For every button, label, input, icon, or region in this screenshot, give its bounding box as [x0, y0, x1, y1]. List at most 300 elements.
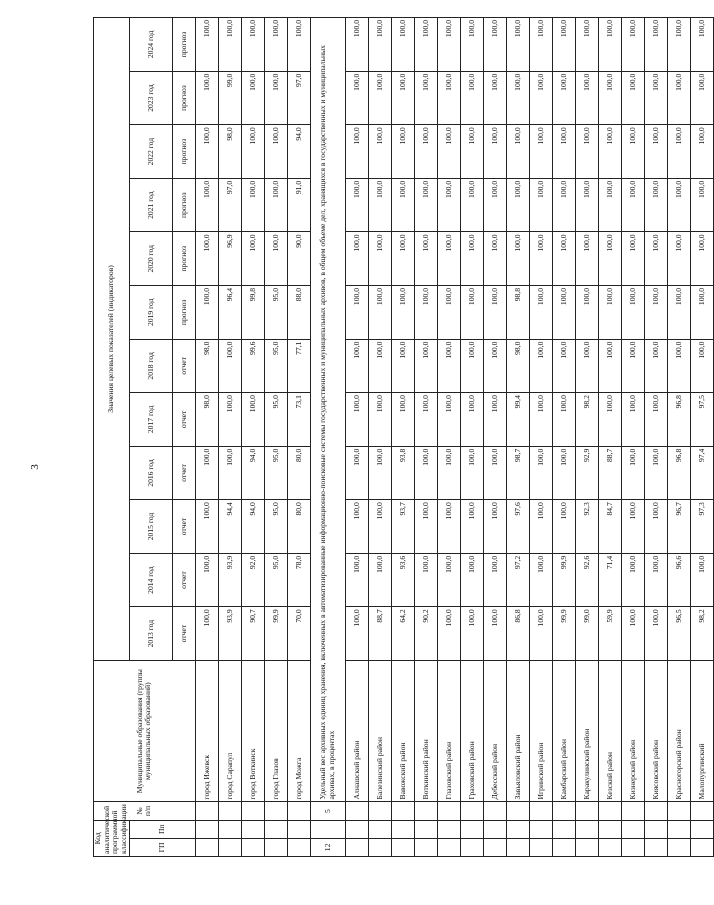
value-cell: 100,0: [414, 125, 437, 179]
value-cell: 100,0: [575, 286, 598, 340]
status-header: прогноз: [172, 71, 195, 125]
city-row: [241, 18, 264, 857]
value-cell: 100,0: [644, 553, 667, 607]
value-cell: 98,0: [195, 339, 218, 393]
municipality-name: город Глазов: [264, 660, 287, 802]
year-header: 2015 год: [129, 500, 172, 554]
value-cell: 100,0: [644, 232, 667, 286]
status-header: прогноз: [172, 178, 195, 232]
value-cell: 95,0: [264, 553, 287, 607]
value-cell: 100,0: [264, 18, 287, 72]
value-cell: 100,0: [218, 446, 241, 500]
value-cell: 100,0: [644, 125, 667, 179]
value-cell: 98,7: [506, 446, 529, 500]
value-cell: 100,0: [437, 393, 460, 447]
value-cell: 100,0: [483, 71, 506, 125]
pp-cell: [690, 820, 713, 838]
value-cell: 88,7: [598, 446, 621, 500]
value-cell: 100,0: [529, 607, 552, 661]
pp-cell: [195, 820, 218, 838]
gp-cell: [414, 838, 437, 856]
value-cell: 100,0: [345, 446, 368, 500]
value-cell: 99,9: [264, 607, 287, 661]
value-cell: 100,0: [598, 125, 621, 179]
status-header: прогноз: [172, 18, 195, 72]
num-cell: [264, 802, 287, 820]
value-cell: 98,0: [195, 393, 218, 447]
district-row: [483, 18, 506, 857]
indicator-description: Удельный вес архивных единиц хранения, включенных в автоматизированные информационно-поисковые системы государственных и муниципальных архивов, в общем объеме дел, хранящихся в государственных и муниципальных архивах, в процентах: [310, 18, 345, 802]
num-cell: [195, 802, 218, 820]
value-cell: 100,0: [506, 125, 529, 179]
num-cell: [391, 802, 414, 820]
value-cell: 99,4: [506, 393, 529, 447]
gp-cell: [218, 838, 241, 856]
value-cell: 100,0: [621, 18, 644, 72]
value-cell: 93,8: [391, 446, 414, 500]
value-cell: 100,0: [529, 553, 552, 607]
value-cell: 97,0: [218, 178, 241, 232]
value-cell: 100,0: [690, 553, 713, 607]
value-cell: 100,0: [460, 125, 483, 179]
value-cell: 95,0: [264, 339, 287, 393]
pp-cell: [460, 820, 483, 838]
value-cell: 100,0: [621, 607, 644, 661]
value-cell: 100,0: [368, 339, 391, 393]
gp-cell: 12: [310, 838, 345, 856]
gp-cell: [437, 838, 460, 856]
value-cell: 96,7: [667, 500, 690, 554]
value-cell: 100,0: [195, 18, 218, 72]
value-cell: 100,0: [368, 178, 391, 232]
value-cell: 100,0: [575, 18, 598, 72]
value-cell: 100,0: [391, 232, 414, 286]
values-header: Значения целевых показателей (индикаторов): [94, 18, 130, 661]
municipality-name: город Ижевск: [195, 660, 218, 802]
value-cell: 98,0: [506, 339, 529, 393]
value-cell: 100,0: [667, 18, 690, 72]
value-cell: 100,0: [506, 18, 529, 72]
value-cell: 100,0: [644, 446, 667, 500]
pp-cell: [575, 820, 598, 838]
num-cell: [483, 802, 506, 820]
value-cell: 92,9: [575, 446, 598, 500]
value-cell: 97,2: [506, 553, 529, 607]
value-cell: 94,4: [218, 500, 241, 554]
value-cell: 100,0: [483, 125, 506, 179]
value-cell: 100,0: [598, 71, 621, 125]
value-cell: 100,0: [241, 18, 264, 72]
district-row: [529, 18, 552, 857]
status-header: отчет: [172, 607, 195, 661]
pp-cell: [218, 820, 241, 838]
value-cell: 93,6: [391, 553, 414, 607]
district-row: [621, 18, 644, 857]
value-cell: 100,0: [483, 18, 506, 72]
value-cell: 100,0: [690, 18, 713, 72]
indicator-group-row: [310, 18, 345, 857]
gp-cell: [667, 838, 690, 856]
value-cell: 100,0: [368, 500, 391, 554]
value-cell: 97,3: [690, 500, 713, 554]
value-cell: 95,0: [264, 446, 287, 500]
num-cell: [437, 802, 460, 820]
header-row-1: [94, 18, 130, 857]
value-cell: 100,0: [460, 446, 483, 500]
value-cell: 86,8: [506, 607, 529, 661]
value-cell: 100,0: [598, 18, 621, 72]
value-cell: 95,0: [264, 286, 287, 340]
value-cell: 100,0: [345, 18, 368, 72]
value-cell: 100,0: [414, 18, 437, 72]
value-cell: 100,0: [483, 178, 506, 232]
value-cell: 100,0: [644, 393, 667, 447]
value-cell: 88,0: [287, 286, 310, 340]
num-cell: 5: [310, 802, 345, 820]
value-cell: 99,6: [241, 339, 264, 393]
value-cell: 96,4: [218, 286, 241, 340]
value-cell: 97,4: [690, 446, 713, 500]
city-row: [218, 18, 241, 857]
value-cell: 100,0: [621, 178, 644, 232]
value-cell: 98,0: [218, 125, 241, 179]
pp-header: Пп: [129, 820, 195, 838]
value-cell: 100,0: [241, 71, 264, 125]
pp-cell: [391, 820, 414, 838]
value-cell: 99,8: [241, 286, 264, 340]
value-cell: 70,0: [287, 607, 310, 661]
value-cell: 100,0: [241, 125, 264, 179]
value-cell: 100,0: [195, 553, 218, 607]
value-cell: 100,0: [529, 446, 552, 500]
value-cell: 100,0: [218, 339, 241, 393]
value-cell: 100,0: [690, 178, 713, 232]
num-cell: [552, 802, 575, 820]
value-cell: 100,0: [621, 71, 644, 125]
value-cell: 100,0: [437, 178, 460, 232]
gp-cell: [391, 838, 414, 856]
value-cell: 100,0: [552, 500, 575, 554]
value-cell: 100,0: [414, 393, 437, 447]
value-cell: 100,0: [529, 178, 552, 232]
value-cell: 100,0: [195, 500, 218, 554]
municipality-name: Малопургинский: [690, 660, 713, 802]
pp-cell: [506, 820, 529, 838]
gp-cell: [598, 838, 621, 856]
value-cell: 94,0: [287, 125, 310, 179]
municipality-name: Балезинский район: [368, 660, 391, 802]
gp-cell: [195, 838, 218, 856]
value-cell: 80,0: [287, 500, 310, 554]
value-cell: 100,0: [195, 232, 218, 286]
gp-cell: [460, 838, 483, 856]
value-cell: 96,9: [218, 232, 241, 286]
gp-cell: [368, 838, 391, 856]
value-cell: 97,6: [506, 500, 529, 554]
value-cell: 100,0: [460, 232, 483, 286]
value-cell: 99,9: [552, 607, 575, 661]
pp-cell: [621, 820, 644, 838]
value-cell: 98,2: [575, 393, 598, 447]
value-cell: 100,0: [460, 286, 483, 340]
value-cell: 93,9: [218, 607, 241, 661]
gp-cell: [529, 838, 552, 856]
gp-cell: [264, 838, 287, 856]
value-cell: 100,0: [391, 18, 414, 72]
value-cell: 100,0: [506, 178, 529, 232]
value-cell: 100,0: [460, 607, 483, 661]
pp-cell: [368, 820, 391, 838]
status-header: прогноз: [172, 286, 195, 340]
value-cell: 100,0: [437, 286, 460, 340]
value-cell: 100,0: [690, 339, 713, 393]
value-cell: 98,2: [690, 607, 713, 661]
value-cell: 96,8: [667, 393, 690, 447]
value-cell: 100,0: [264, 178, 287, 232]
gp-cell: [621, 838, 644, 856]
value-cell: 100,0: [437, 232, 460, 286]
value-cell: 100,0: [437, 18, 460, 72]
num-cell: [690, 802, 713, 820]
pp-cell: [598, 820, 621, 838]
value-cell: 88,7: [368, 607, 391, 661]
year-header: 2021 год: [129, 178, 172, 232]
value-cell: 96,5: [667, 607, 690, 661]
gp-header: ГП: [129, 838, 195, 856]
value-cell: 100,0: [575, 232, 598, 286]
value-cell: 100,0: [391, 393, 414, 447]
value-cell: 100,0: [391, 178, 414, 232]
value-cell: 100,0: [552, 446, 575, 500]
value-cell: 59,9: [598, 607, 621, 661]
value-cell: 100,0: [575, 71, 598, 125]
value-cell: 96,6: [667, 553, 690, 607]
value-cell: 100,0: [575, 125, 598, 179]
district-row: [575, 18, 598, 857]
value-cell: 100,0: [667, 178, 690, 232]
value-cell: 100,0: [460, 393, 483, 447]
value-cell: 100,0: [414, 71, 437, 125]
municipality-name: Завьяловский район: [506, 660, 529, 802]
value-cell: 100,0: [368, 553, 391, 607]
num-cell: [529, 802, 552, 820]
municipality-name: Граховский район: [460, 660, 483, 802]
num-cell: [368, 802, 391, 820]
gp-cell: [287, 838, 310, 856]
page-number: 3: [28, 464, 41, 470]
status-header: отчет: [172, 393, 195, 447]
gp-cell: [483, 838, 506, 856]
value-cell: 100,0: [506, 232, 529, 286]
value-cell: 100,0: [391, 286, 414, 340]
municipality-name: Дебесский район: [483, 660, 506, 802]
value-cell: 100,0: [644, 71, 667, 125]
district-row: [345, 18, 368, 857]
district-row: [391, 18, 414, 857]
num-cell: [460, 802, 483, 820]
value-cell: 78,0: [287, 553, 310, 607]
num-cell: [287, 802, 310, 820]
value-cell: 100,0: [621, 232, 644, 286]
year-header: 2024 год: [129, 18, 172, 72]
value-cell: 100,0: [575, 178, 598, 232]
value-cell: 100,0: [552, 232, 575, 286]
value-cell: 100,0: [368, 71, 391, 125]
status-header: отчет: [172, 339, 195, 393]
municipality-header: Муниципальные образования (группы муниципальных образований): [94, 660, 196, 802]
value-cell: 100,0: [644, 339, 667, 393]
value-cell: 100,0: [529, 18, 552, 72]
city-row: [264, 18, 287, 857]
value-cell: 100,0: [644, 607, 667, 661]
value-cell: 84,7: [598, 500, 621, 554]
value-cell: 92,3: [575, 500, 598, 554]
value-cell: 92,6: [575, 553, 598, 607]
value-cell: 100,0: [483, 232, 506, 286]
pp-cell: [264, 820, 287, 838]
num-cell: [575, 802, 598, 820]
value-cell: 97,0: [287, 71, 310, 125]
value-cell: 100,0: [598, 286, 621, 340]
value-cell: 100,0: [241, 178, 264, 232]
value-cell: 100,0: [345, 607, 368, 661]
pp-cell: [414, 820, 437, 838]
value-cell: 100,0: [391, 125, 414, 179]
value-cell: 90,2: [414, 607, 437, 661]
value-cell: 100,0: [437, 553, 460, 607]
value-cell: 100,0: [644, 18, 667, 72]
value-cell: 100,0: [287, 18, 310, 72]
value-cell: 99,0: [575, 607, 598, 661]
value-cell: 100,0: [368, 393, 391, 447]
value-cell: 100,0: [195, 607, 218, 661]
value-cell: 100,0: [437, 500, 460, 554]
gp-cell: [345, 838, 368, 856]
value-cell: 100,0: [345, 339, 368, 393]
value-cell: 100,0: [414, 232, 437, 286]
year-header: 2013 год: [129, 607, 172, 661]
num-cell: [598, 802, 621, 820]
value-cell: 100,0: [414, 553, 437, 607]
municipality-name: Алнашский район: [345, 660, 368, 802]
value-cell: 100,0: [345, 178, 368, 232]
value-cell: 80,0: [287, 446, 310, 500]
year-header: 2020 год: [129, 232, 172, 286]
value-cell: 100,0: [218, 18, 241, 72]
value-cell: 100,0: [195, 446, 218, 500]
num-cell: [241, 802, 264, 820]
status-header: отчет: [172, 500, 195, 554]
municipality-name: Кезский район: [598, 660, 621, 802]
district-row: [552, 18, 575, 857]
value-cell: 100,0: [483, 286, 506, 340]
year-header: 2017 год: [129, 393, 172, 447]
value-cell: 100,0: [644, 178, 667, 232]
pp-cell: [667, 820, 690, 838]
rotated-table-container: [93, 17, 706, 857]
status-header: прогноз: [172, 232, 195, 286]
num-cell: [506, 802, 529, 820]
value-cell: 100,0: [667, 125, 690, 179]
value-cell: 100,0: [667, 232, 690, 286]
value-cell: 77,1: [287, 339, 310, 393]
value-cell: 100,0: [621, 339, 644, 393]
value-cell: 100,0: [621, 500, 644, 554]
value-cell: 98,8: [506, 286, 529, 340]
value-cell: 100,0: [368, 18, 391, 72]
value-cell: 100,0: [552, 71, 575, 125]
value-cell: 100,0: [598, 232, 621, 286]
municipality-name: Игринский район: [529, 660, 552, 802]
value-cell: 100,0: [460, 18, 483, 72]
value-cell: 100,0: [460, 71, 483, 125]
value-cell: 100,0: [483, 500, 506, 554]
value-cell: 100,0: [552, 286, 575, 340]
value-cell: 100,0: [368, 125, 391, 179]
district-row: [598, 18, 621, 857]
value-cell: 100,0: [667, 286, 690, 340]
value-cell: 99,9: [552, 553, 575, 607]
num-cell: [218, 802, 241, 820]
value-cell: 100,0: [460, 339, 483, 393]
value-cell: 99,0: [218, 71, 241, 125]
indicator-table: [93, 17, 714, 857]
num-cell: [345, 802, 368, 820]
value-cell: 93,9: [218, 553, 241, 607]
value-cell: 100,0: [483, 393, 506, 447]
value-cell: 100,0: [345, 232, 368, 286]
value-cell: 100,0: [437, 125, 460, 179]
pp-cell: [310, 820, 345, 838]
value-cell: 100,0: [391, 339, 414, 393]
value-cell: 100,0: [529, 71, 552, 125]
value-cell: 100,0: [391, 71, 414, 125]
value-cell: 64,2: [391, 607, 414, 661]
pp-cell: [644, 820, 667, 838]
gp-cell: [241, 838, 264, 856]
value-cell: 100,0: [667, 339, 690, 393]
value-cell: 100,0: [483, 553, 506, 607]
status-header: отчет: [172, 553, 195, 607]
value-cell: 100,0: [195, 286, 218, 340]
value-cell: 100,0: [483, 339, 506, 393]
district-row: [667, 18, 690, 857]
gp-cell: [575, 838, 598, 856]
value-cell: 100,0: [195, 125, 218, 179]
value-cell: 100,0: [414, 500, 437, 554]
value-cell: 100,0: [598, 178, 621, 232]
year-header: 2023 год: [129, 71, 172, 125]
num-cell: [644, 802, 667, 820]
value-cell: 100,0: [264, 71, 287, 125]
value-cell: 100,0: [264, 232, 287, 286]
value-cell: 100,0: [529, 393, 552, 447]
value-cell: 100,0: [414, 446, 437, 500]
value-cell: 100,0: [345, 286, 368, 340]
value-cell: 100,0: [264, 125, 287, 179]
value-cell: 100,0: [345, 125, 368, 179]
district-row: [414, 18, 437, 857]
value-cell: 100,0: [506, 71, 529, 125]
value-cell: 100,0: [368, 232, 391, 286]
municipality-name: Киясовский район: [644, 660, 667, 802]
value-cell: 93,7: [391, 500, 414, 554]
district-row: [437, 18, 460, 857]
municipality-name: Каракулинский район: [575, 660, 598, 802]
pp-cell: [529, 820, 552, 838]
district-row: [460, 18, 483, 857]
value-cell: 100,0: [598, 339, 621, 393]
